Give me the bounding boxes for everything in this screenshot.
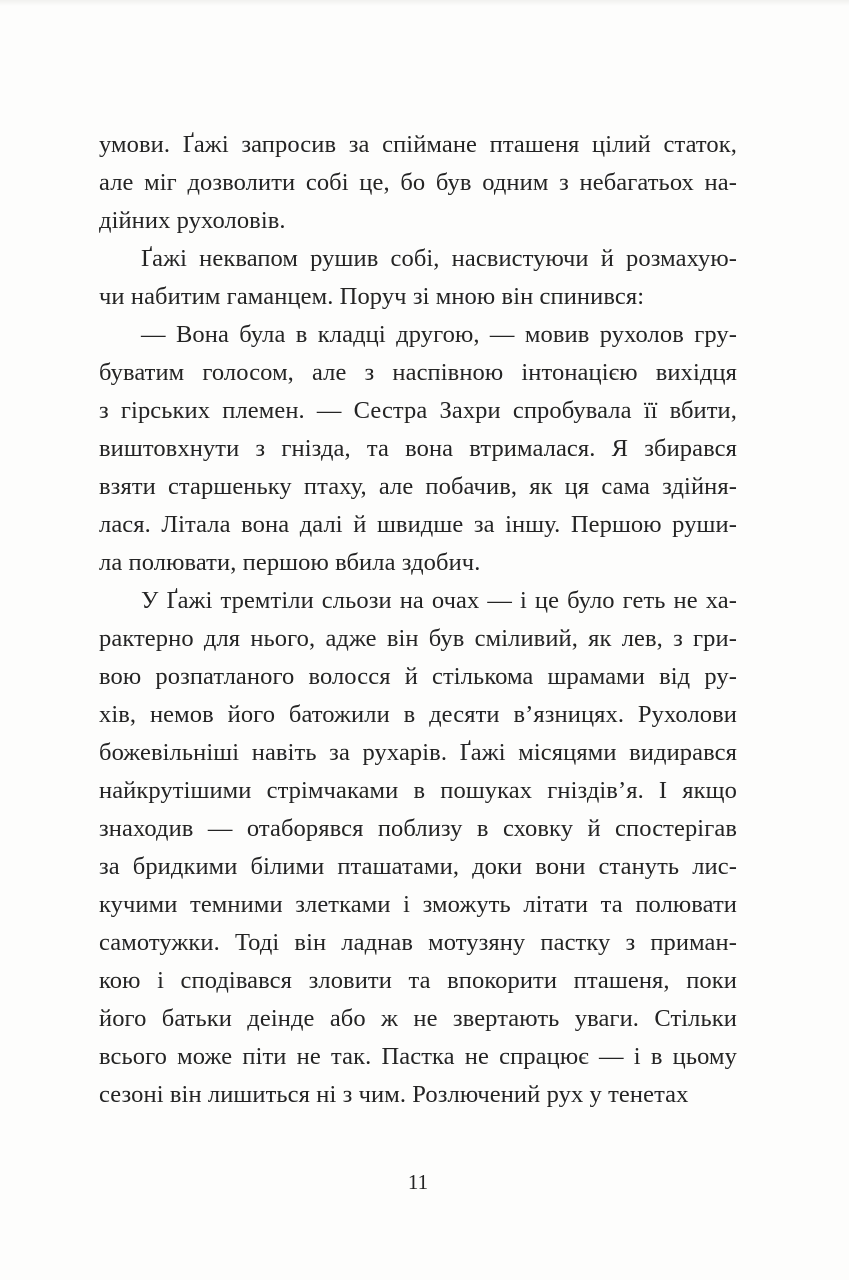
paragraph xyxy=(99,240,737,316)
text-line: — Вона була в кладці другою, — мовив рухолов гру- xyxy=(141,321,737,348)
text-line: умови. Ґажі запросив за спіймане пташеня цілий статок, xyxy=(99,131,737,158)
paragraph xyxy=(99,126,737,240)
text-line: дійних рухоловів. xyxy=(99,207,286,234)
text-line: за бридкими білими пташатами, доки вони стануть лис- xyxy=(99,853,737,880)
text-line: лася. Літала вона далі й швидше за іншу. Першою руши- xyxy=(99,511,737,538)
page-number: 11 xyxy=(407,1170,429,1194)
text-line: його батьки деінде або ж не звертають уваги. Стільки xyxy=(99,1005,737,1032)
text-line: всього може піти не так. Пастка не спрацює — і в цьому xyxy=(99,1043,737,1070)
paragraph xyxy=(99,582,737,1114)
text-line: ла полювати, першою вбила здобич. xyxy=(99,549,481,576)
text-line: знаходив — отаборявся поблизу в сховку й спостерігав xyxy=(99,815,737,842)
text-line: найкрутішими стрімчаками в пошуках гніздів’я. І якщо xyxy=(99,777,737,804)
text-line: вою розпатланого волосся й стількома шрамами від ру- xyxy=(99,663,737,690)
text-line: чи набитим гаманцем. Поруч зі мною він спинився: xyxy=(99,283,645,310)
text-line: взяти старшеньку птаху, але побачив, як ця сама здійня- xyxy=(99,473,737,500)
body-text xyxy=(99,126,737,1114)
text-line: але міг дозволити собі це, бо був одним з небагатьох на- xyxy=(99,169,737,196)
text-line: рактерно для нього, адже він був сміливий, як лев, з гри- xyxy=(99,625,737,652)
text-line: кою і сподівався зловити та впокорити пташеня, поки xyxy=(99,967,737,994)
text-line: кучими темними злетками і зможуть літати та полювати xyxy=(99,891,737,918)
text-line: з гірських племен. — Сестра Захри спробувала її вбити, xyxy=(99,397,737,424)
text-line: сезоні він лишиться ні з чим. Розлючений рух у тенетах xyxy=(99,1081,689,1108)
text-line: буватим голосом, але з наспівною інтонацією вихідця xyxy=(99,359,737,386)
text-line: Ґажі неквапом рушив собі, насвистуючи й розмахую- xyxy=(141,245,737,272)
paragraph xyxy=(99,316,737,582)
text-line: У Ґажі тремтіли сльози на очах — і це було геть не ха- xyxy=(141,587,737,614)
text-line: виштовхнути з гнізда, та вона втрималася. Я збирався xyxy=(99,435,737,462)
text-line: хів, немов його батожили в десяти в’язницях. Рухолови xyxy=(99,701,737,728)
text-line: самотужки. Тоді він ладнав мотузяну пастку з приман- xyxy=(99,929,737,956)
text-line: божевільніші навіть за рухарів. Ґажі місяцями видирався xyxy=(99,739,737,766)
